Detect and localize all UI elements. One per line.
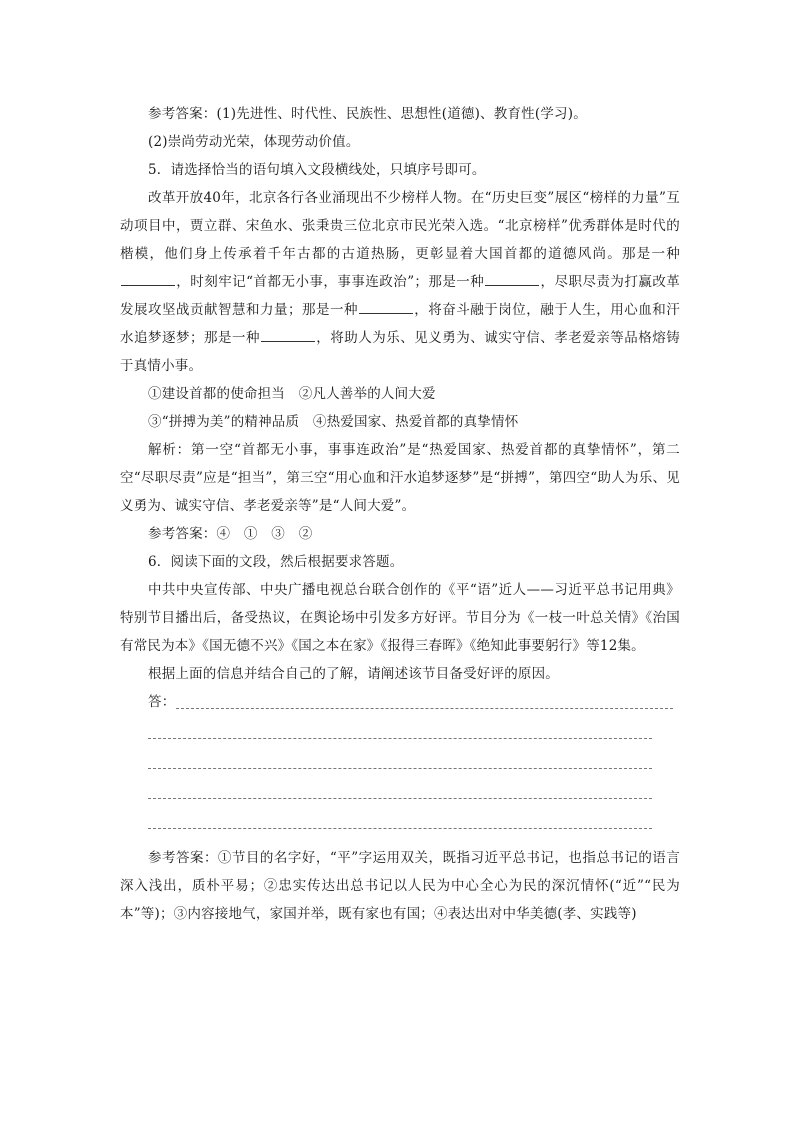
q5-analysis: 解析：第一空“首都无小事，事事连政治”是“热爱国家、热爱首都的真挚情怀”，第二空“尽职尽责”应是“担当”，第三空“用心血和汗水追梦逐梦”是“拼搏”，第四空“助人为乐、见义勇为、诚实守信、孝老爱亲等”是“人间大爱”。: [120, 442, 680, 514]
q5-options-line2: ③“拼搏为美”的精神品质 ④热爱国家、热爱首都的真挚情怀: [148, 414, 519, 430]
answer-line-row-5: [120, 808, 680, 838]
q4-answer-line2: (2)崇尚劳动光荣，体现劳动价值。: [148, 134, 360, 150]
answer-dashed-line-1[interactable]: [176, 708, 673, 709]
q6-prompt: 6．阅读下面的文段，然后根据要求答题。: [148, 554, 404, 570]
fill-blank-1: [121, 284, 175, 286]
answer-dashed-line-5[interactable]: [148, 828, 652, 829]
q5-passage-part3: ，尽职尽责为打赢改革发展攻坚战贡献智慧和力量；那是一种: [120, 274, 681, 318]
answer-line-row-1: [120, 688, 680, 718]
q5-prompt: 5．请选择恰当的语句填入文段横线处，只填序号即可。: [148, 162, 486, 178]
answer-dashed-line-2[interactable]: [148, 738, 652, 739]
answer-dashed-line-3[interactable]: [148, 768, 652, 769]
answer-line-row-2: [120, 718, 680, 748]
answer-line-row-4: [120, 778, 680, 808]
q5-passage-part4: ，将奋斗融于岗位，融于人生，用心血和汗水追梦逐梦；那是一种: [120, 302, 680, 346]
q5-passage-part1: 改革开放40年，北京各行各业涌现出不少榜样人物。在“历史巨变”展区“榜样的力量”互动项目中，贾立群、宋鱼水、张秉贵三位北京市民光荣入选。“北京榜样”优秀群体是时代的楷模，他们身上传承着千年古都的古道热肠，更彰显着大国首都的道德风尚。那是一种: [120, 190, 680, 262]
q6-reference-answer: 参考答案：①节目的名字好，“平”字运用双关，既指习近平总书记，也指总书记的语言深入浅出，质朴平易；②忠实传达出总书记以人民为中心全心为民的深沉情怀(“近”“民为本”等)；③内容接地气，家国并举，既有家也有国；④表达出对中华美德(孝、实践等): [120, 850, 680, 922]
q5-passage: [120, 184, 680, 380]
q5-passage-part5: ，将助人为乐、见义勇为、诚实守信、孝老爱亲等品格熔铸于真情小事。: [120, 330, 680, 374]
q4-answer-line1: 参考答案：(1)先进性、时代性、民族性、思想性(道德)、教育性(学习)。: [148, 106, 587, 122]
q5-answer: 参考答案：④ ① ③ ②: [148, 526, 313, 542]
fill-blank-2: [485, 284, 539, 286]
answer-dashed-line-4[interactable]: [148, 798, 652, 799]
q5-options-line1: ①建设首都的使命担当 ②凡人善举的人间大爱: [148, 386, 436, 402]
fill-blank-4: [261, 340, 315, 342]
q6-question: 根据上面的信息并结合自己的了解，请阐述该节目备受好评的原因。: [148, 666, 559, 682]
answer-label: 答：: [148, 694, 176, 710]
fill-blank-3: [359, 312, 413, 314]
answer-line-row-3: [120, 748, 680, 778]
document-content: [120, 100, 680, 928]
q5-passage-part2: ，时刻牢记“首都无小事，事事连政治”；那是一种: [176, 274, 485, 290]
q6-passage: 中共中央宣传部、中央广播电视总台联合创作的《平“语”近人——习近平总书记用典》特别节目播出后，备受热议，在舆论场中引发多方好评。节目分为《一枝一叶总关情》《治国有常民为本》《国无德不兴》《国之本在家》《报得三春晖》《绝知此事要躬行》等12集。: [120, 582, 680, 654]
